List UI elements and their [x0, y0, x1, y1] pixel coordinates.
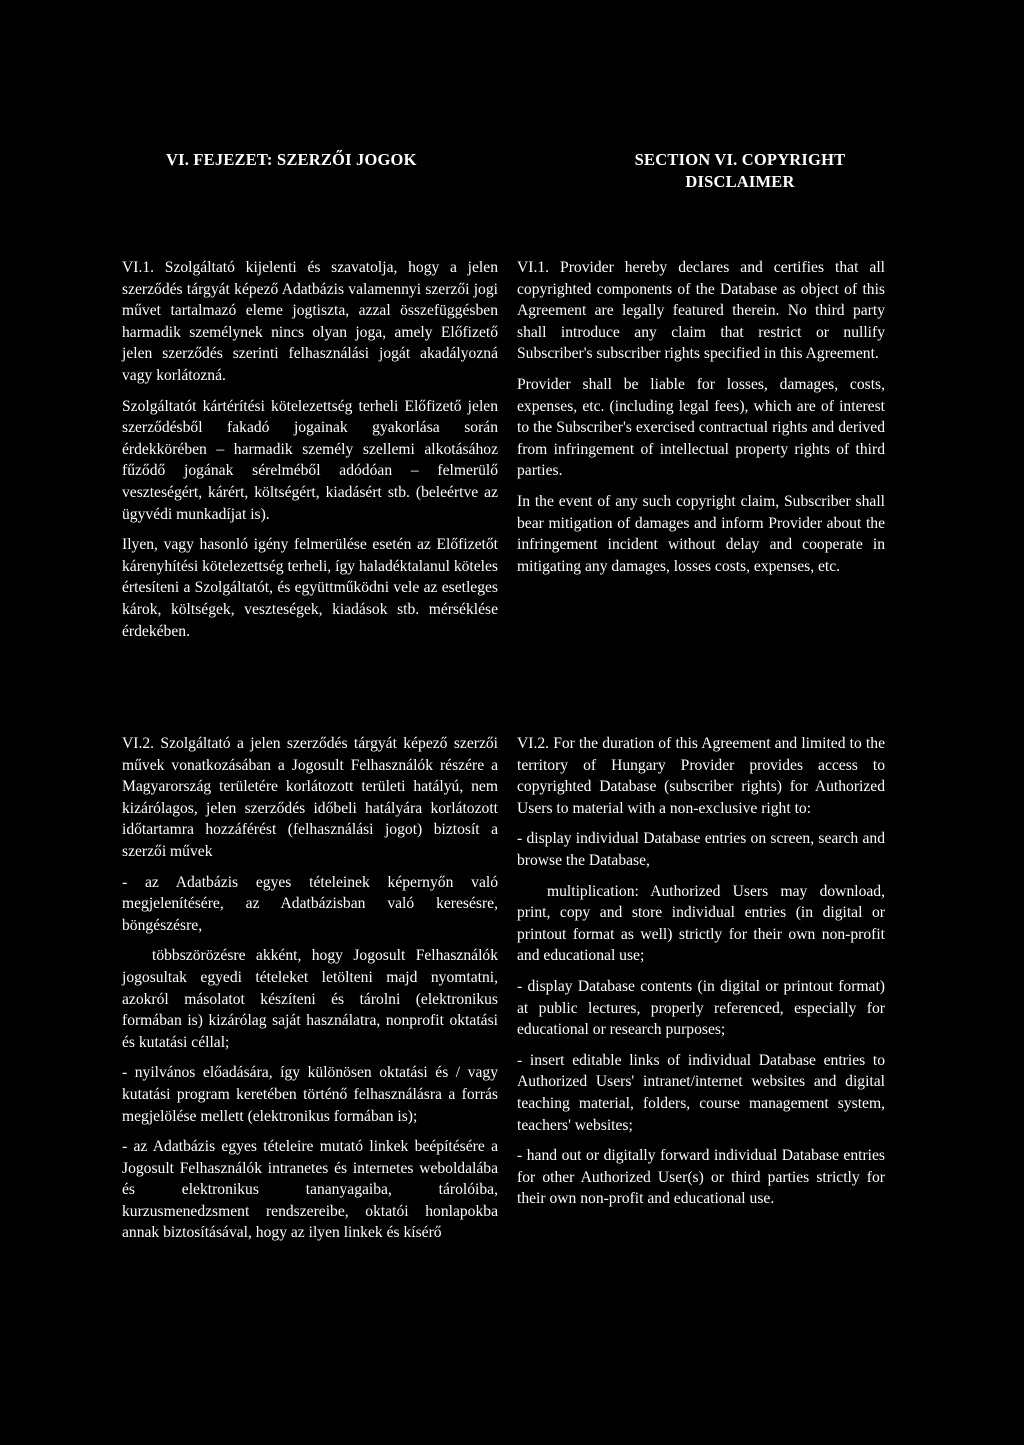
paragraph: VI.1. Szolgáltató kijelenti és szavatolja, hogy a jelen szerződés tárgyát képező Adatbázis valamennyi szerzői jogi művet tartalmazó eleme jogtiszta, azzal összefüggésben harmadik személynek nincs olyan joga, amely Előfizető jelen szerződés szerinti felhasználási jogát akadályozná vagy korlátozná. [122, 259, 498, 384]
paragraph: In the event of any such copyright claim, Subscriber shall bear mitigation of damages and inform Provider about the infringement incident without delay and cooperate in mitigating any damages, losses costs, expenses, etc. [517, 492, 885, 575]
paragraph: többszörözésre akként, hogy Jogosult Felhasználók jogosultak egyedi tételeket letölteni majd nyomtatni, azokról másolatot készíteni és tárolni (elektronikus formában is) kizárólag saját használatra, nonprofit oktatási és kutatási céllal; [122, 947, 498, 1051]
section-vi2-english [517, 733, 885, 1219]
paragraph: - az Adatbázis egyes tételeire mutató linkek beépítésére a Jogosult Felhasználók intranetes és internetes weboldalába és elektronikus tananyagaiba, tárolóiba, kurzusmenedzsment rendszereibe, oktatói honlapokba annak biztosításával, hogy az ilyen linkek és kísérő [122, 1138, 498, 1242]
section-vi1-english [517, 257, 885, 586]
chapter-heading-hungarian: VI. FEJEZET: SZERZŐI JOGOK [166, 150, 417, 169]
paragraph: - display individual Database entries on screen, search and browse the Database, [517, 830, 885, 869]
paragraph: - display Database contents (in digital or printout format) at public lectures, properly referenced, especially for educational or research purposes; [517, 977, 885, 1039]
paragraph: Ilyen, vagy hasonló igény felmerülése esetén az Előfizetőt kárenyhítési kötelezettség terheli, így haladéktalanul köteles értesíteni a Szolgáltatót, és együttműködni vele az esetleges károk, költségek, veszteségek, kiadások stb. mérséklése érdekében. [122, 536, 498, 640]
paragraph: - az Adatbázis egyes tételeinek képernyőn való megjelenítésére, az Adatbázisban való keresésre, böngészésre, [122, 873, 498, 934]
paragraph: VI.2. For the duration of this Agreement and limited to the territory of Hungary Provider provides access to copyrighted Database (subscriber rights) for Authorized Users to material with a non-exclusive right to: [517, 735, 885, 817]
paragraph: Provider shall be liable for losses, damages, costs, expenses, etc. (including legal fees), which are of interest to the Subscriber's exercised contractual rights and derived from infringement of intellectual property rights of third parties. [517, 375, 885, 480]
paragraph: - nyilvános előadására, így különösen oktatási és / vagy kutatási program keretében történő felhasználásra a forrás megjelölése mellett (elektronikus formában is); [122, 1064, 498, 1125]
paragraph: Szolgáltatót kártérítési kötelezettség terheli Előfizető jelen szerződésből fakadó jogainak gyakorlása során érdekkörében – harmadik személy szellemi alkotásához fűződő jogának sérelméből adódóan – felmerülő veszteségért, kárért, költségért, kiadásért stb. (beleértve az ügyvédi munkadíjat is). [122, 397, 498, 523]
paragraph: VI.1. Provider hereby declares and certifies that all copyrighted components of the Database as object of this Agreement are legally featured therein. No third party shall introduce any claim that restrict or nullify Subscriber's subscriber rights specified in this Agreement. [517, 259, 885, 363]
paragraph: VI.2. Szolgáltató a jelen szerződés tárgyát képező szerzői művek vonatkozásában a Jogosult Felhasználók részére a Magyarország területére korlátozott területi hatályú, nem kizárólagos, jelen szerződés időbeli hatályára korlátozott időtartamra hozzáférést (felhasználási jogot) biztosít a szerzői művek [122, 735, 498, 860]
section-vi2-hungarian [122, 733, 498, 1253]
paragraph: - hand out or digitally forward individual Database entries for other Authorized User(s) or third parties strictly for their own non-profit and educational use. [517, 1147, 885, 1208]
paragraph: - insert editable links of individual Database entries to Authorized Users' intranet/internet websites and digital teaching material, folders, course management system, teachers' websites; [517, 1051, 885, 1134]
paragraph: multiplication: Authorized Users may download, print, copy and store individual entries (in digital or printout format as well) strictly for their own non-profit and educational use; [517, 882, 885, 965]
section-vi1-hungarian [122, 257, 498, 651]
chapter-heading-english: SECTION VI. COPYRIGHT DISCLAIMER [634, 150, 846, 191]
